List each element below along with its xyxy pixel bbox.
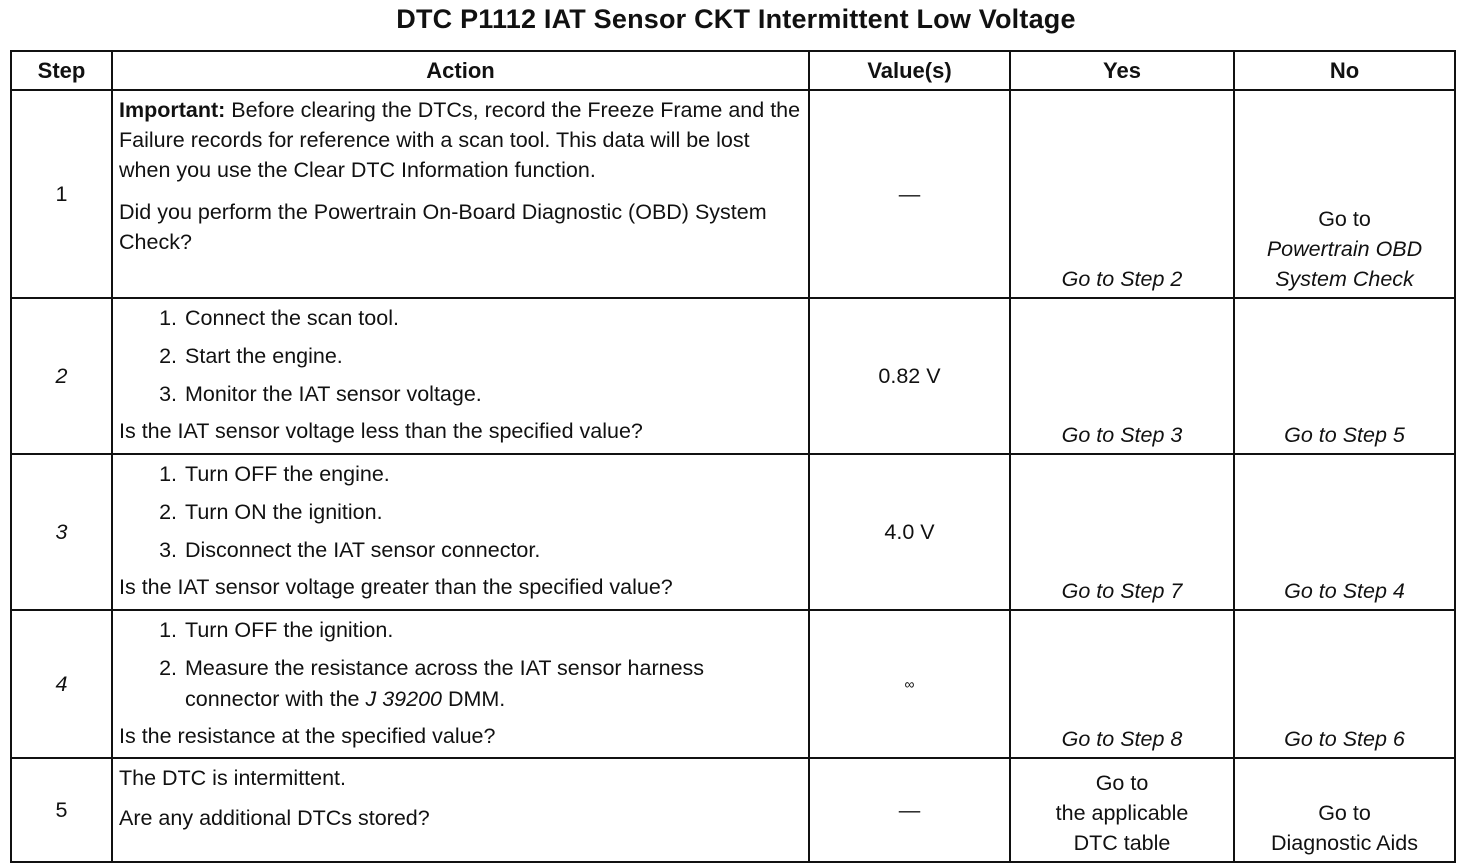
no-goto: Go to [1318, 801, 1371, 825]
header-yes: Yes [1010, 51, 1234, 90]
yes-target-line: the applicable [1055, 801, 1189, 825]
yes-cell: Go to Step 7 [1010, 454, 1234, 610]
no-target: Diagnostic Aids [1271, 831, 1418, 855]
value-cell: — [809, 90, 1010, 298]
action-steps [119, 615, 802, 715]
no-goto: Go to [1318, 207, 1371, 231]
action-question: Are any additional DTCs stored? [119, 806, 430, 830]
action-cell [112, 298, 809, 454]
value-cell: 0.82 V [809, 298, 1010, 454]
value-cell: — [809, 758, 1010, 862]
step-number: 2 [11, 298, 112, 454]
action-cell [112, 90, 809, 298]
header-no: No [1234, 51, 1455, 90]
no-cell: Go to Step 5 [1234, 298, 1455, 454]
important-label: Important: [119, 98, 226, 122]
list-item: 3. Disconnect the IAT sensor connector. [159, 538, 541, 562]
action-text: The DTC is intermittent. [119, 766, 346, 790]
action-cell [112, 454, 809, 610]
action-cell [112, 758, 809, 862]
list-item: 1. Connect the scan tool. [159, 306, 399, 330]
list-item: 3. Monitor the IAT sensor voltage. [159, 382, 482, 406]
action-question: Did you perform the Powertrain On-Board Diagnostic (OBD) System Check? [119, 200, 767, 254]
no-cell: Go to Step 4 [1234, 454, 1455, 610]
action-question: Is the IAT sensor voltage less than the specified value? [119, 419, 643, 443]
important-note [119, 95, 802, 185]
yes-cell: Go to Step 8 [1010, 610, 1234, 758]
list-item: 2. Start the engine. [159, 344, 343, 368]
tool-name: J 39200 [365, 687, 442, 711]
table-row [11, 298, 1455, 454]
no-cell [1234, 758, 1455, 862]
header-step: Step [11, 51, 112, 90]
header-action: Action [112, 51, 809, 90]
yes-cell [1010, 758, 1234, 862]
table-row [11, 90, 1455, 298]
header-row [11, 51, 1455, 90]
step-number: 4 [11, 610, 112, 758]
step-number: 5 [11, 758, 112, 862]
list-item: 1. Turn OFF the ignition. [159, 618, 394, 642]
list-item: 2. Measure the resistance across the IAT sensor harness connector with the J 39200 DMM. [159, 656, 705, 711]
action-question: Is the IAT sensor voltage greater than the specified value? [119, 575, 673, 599]
step-number: 3 [11, 454, 112, 610]
value-cell: ∞ [809, 610, 1010, 758]
table-row [11, 758, 1455, 862]
page-title: DTC P1112 IAT Sensor CKT Intermittent Low Voltage [396, 4, 1076, 34]
yes-goto: Go to [1095, 771, 1149, 795]
yes-cell: Go to Step 3 [1010, 298, 1234, 454]
action-question: Is the resistance at the specified value? [119, 724, 496, 748]
table-row [11, 454, 1455, 610]
action-cell [112, 610, 809, 758]
important-text: Before clearing the DTCs, record the Freeze Frame and the Failure records for reference with a scan tool. This data will be lost when you use the Clear DTC Information function. [119, 98, 801, 182]
yes-cell: Go to Step 2 [1010, 90, 1234, 298]
header-values: Value(s) [809, 51, 1010, 90]
table-row [11, 610, 1455, 758]
no-cell [1234, 90, 1455, 298]
list-item: 1. Turn OFF the engine. [159, 462, 390, 486]
action-steps [119, 459, 802, 566]
step-number: 1 [11, 90, 112, 298]
diagnostic-table [10, 50, 1456, 863]
no-cell: Go to Step 6 [1234, 610, 1455, 758]
yes-target-line: DTC table [1073, 831, 1171, 855]
list-item: 2. Turn ON the ignition. [159, 500, 383, 524]
action-steps [119, 303, 802, 410]
no-target: Powertrain OBD System Check [1266, 237, 1423, 291]
value-cell: 4.0 V [809, 454, 1010, 610]
